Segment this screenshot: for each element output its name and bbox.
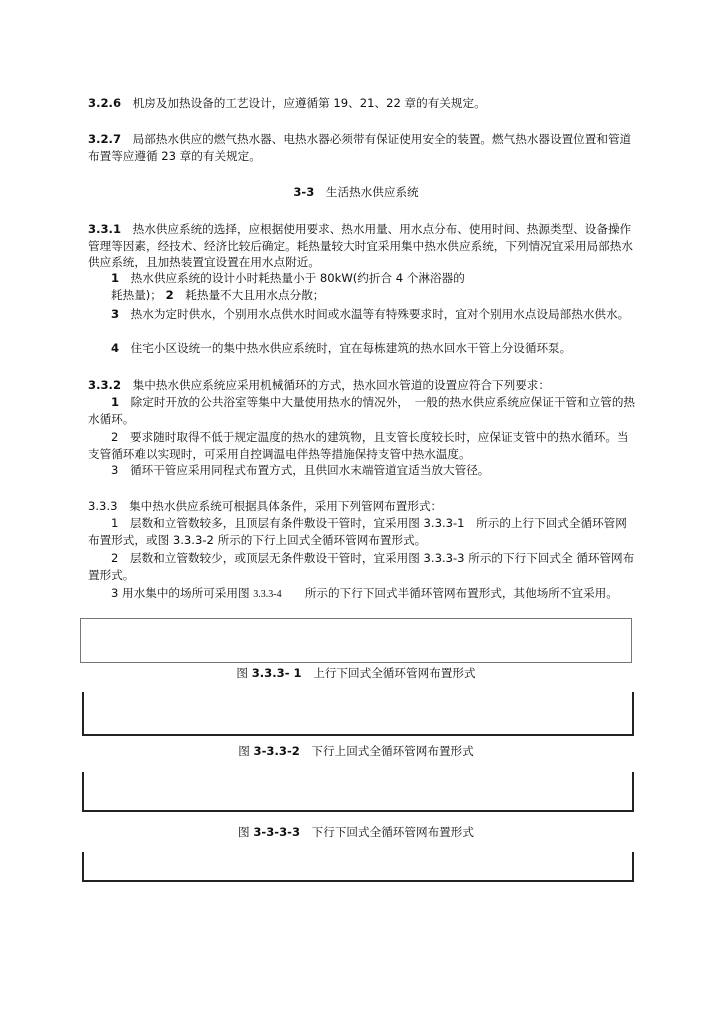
item-text: 除定时开放的公共浴室等集中大量使用热水的情况外， 一般的热水供应系统应保证干管和立管的热水循环。 [88, 395, 636, 426]
item-number: 1 [111, 395, 120, 409]
item-text: 住宅小区设统一的集中热水供应系统时，宜在每栋建筑的热水回水干管上分设循环泵。 [119, 341, 572, 355]
clause-3-3-3-item-3: 3 用水集中的场所可采用图 3.3.3-4 所示的下行下回式半循环管网布置形式，其他场所不宜采用。 [111, 586, 618, 600]
figure-number: 3-3.3-2 [253, 744, 300, 758]
figure-caption-1: 图 3.3.3- 1 上行下回式全循环管网布置形式 [236, 666, 476, 680]
figure-number: 3-3-3-3 [253, 825, 301, 839]
clause-3-3-1-item-4 [88, 340, 636, 357]
figure-caption-text: 下行下回式全循环管网布置形式 [300, 825, 474, 839]
figure-frame-3 [82, 772, 634, 812]
clause-number: 3.3.1 [88, 222, 122, 236]
figure-frame-2 [82, 692, 634, 736]
clause-3-3-2-item-1 [88, 394, 636, 427]
clause-3-3-2-item-2: 2 要求随时取得不低于规定温度的热水的建筑物，且支管长度较长时，应保证支管中的热水循环。当支管循环难以实现时，可采用自控调温电伴热等措施保持支管中热水温度。 [88, 430, 629, 461]
item-number: 2 [165, 287, 174, 302]
figure-caption-text: 下行上回式全循环管网布置形式 [299, 744, 474, 758]
section-title [80, 184, 632, 200]
item-text: 耗热量不大且用水点分散； [173, 287, 325, 302]
clause-3-3-1-item-3 [88, 306, 636, 323]
figure-number: 3.3.3- 1 [251, 666, 302, 680]
clause-3-2-6 [88, 95, 636, 112]
item-number: 1 [111, 271, 120, 285]
item-number: 3 [111, 307, 120, 321]
item-text: 热水为定时供水，个别用水点供水时间或水温等有特殊要求时，宜对个别用水点设局部热水供水。 [119, 307, 630, 321]
clause-3-3-2 [88, 377, 636, 394]
figure-reference: 3.3.3-4 [253, 589, 282, 600]
figure-caption-3: 图 3-3-3-3 下行下回式全循环管网布置形式 [238, 825, 474, 839]
figure-caption-text: 上行下回式全循环管网布置形式 [301, 666, 476, 680]
figure-caption-2: 图 3-3.3-2 下行上回式全循环管网布置形式 [238, 744, 474, 758]
item-number: 4 [111, 341, 120, 355]
section-title-text: 生活热水供应系统 [314, 185, 419, 199]
clause-number: 3.2.6 [88, 96, 122, 110]
clause-3-3-3-item-1: 1 层数和立管数较多，且顶层有条件敷设干管时，宜采用图 3.3.3-1 所示的上行下回式全循环管网布置形式，或图 3.3.3-2 所示的下行上回式全循环管网布置形式。 [88, 516, 627, 547]
clause-3-2-7 [88, 131, 636, 164]
item-text: 热水供应系统的设计小时耗热量小于 80kW(约折合 4 个淋浴器的耗热量)； [111, 271, 465, 302]
clause-text: 局部热水供应的燃气热水器、电热水器必须带有保证使用安全的装置。燃气热水器设置位置和管道布置等应遵循 23 章的有关规定。 [88, 132, 632, 163]
figure-frame-1 [80, 618, 632, 663]
clause-3-3-1 [88, 221, 636, 271]
section-number: 3-3 [293, 185, 315, 199]
clause-number: 3.2.7 [88, 132, 122, 146]
clause-text: 机房及加热设备的工艺设计，应遵循第 19、21、22 章的有关规定。 [121, 96, 486, 110]
clause-3-3-2-item-3: 3 循环干管应采用同程式布置方式，且供回水末端管道宜适当放大管径。 [111, 463, 490, 477]
clause-3-3-3: 3.3.3 集中热水供应系统可根据具体条件，采用下列管网布置形式： [88, 499, 443, 513]
clause-number: 3.3.2 [88, 378, 122, 392]
figure-frame-4 [82, 852, 634, 882]
clause-3-3-3-item-2: 2 层数和立管数较少，或顶层无条件敷设干管时，宜采用图 3.3.3-3 所示的下行下回式全 循环管网布置形式。 [88, 551, 635, 582]
clause-text: 热水供应系统的选择，应根据使用要求、热水用量、用水点分布、使用时间、热源类型、设备操作管理等因素，经技术、经济比较后确定。耗热量较大时宜采用集中热水供应系统，下列情况宜采用局部热水供应系统，且加热装置宜设置在用水点附近。 [88, 222, 633, 269]
clause-text: 集中热水供应系统应采用机械循环的方式，热水回水管道的设置应符合下列要求： [121, 378, 550, 392]
clause-3-3-1-item-1-2 [111, 270, 471, 303]
